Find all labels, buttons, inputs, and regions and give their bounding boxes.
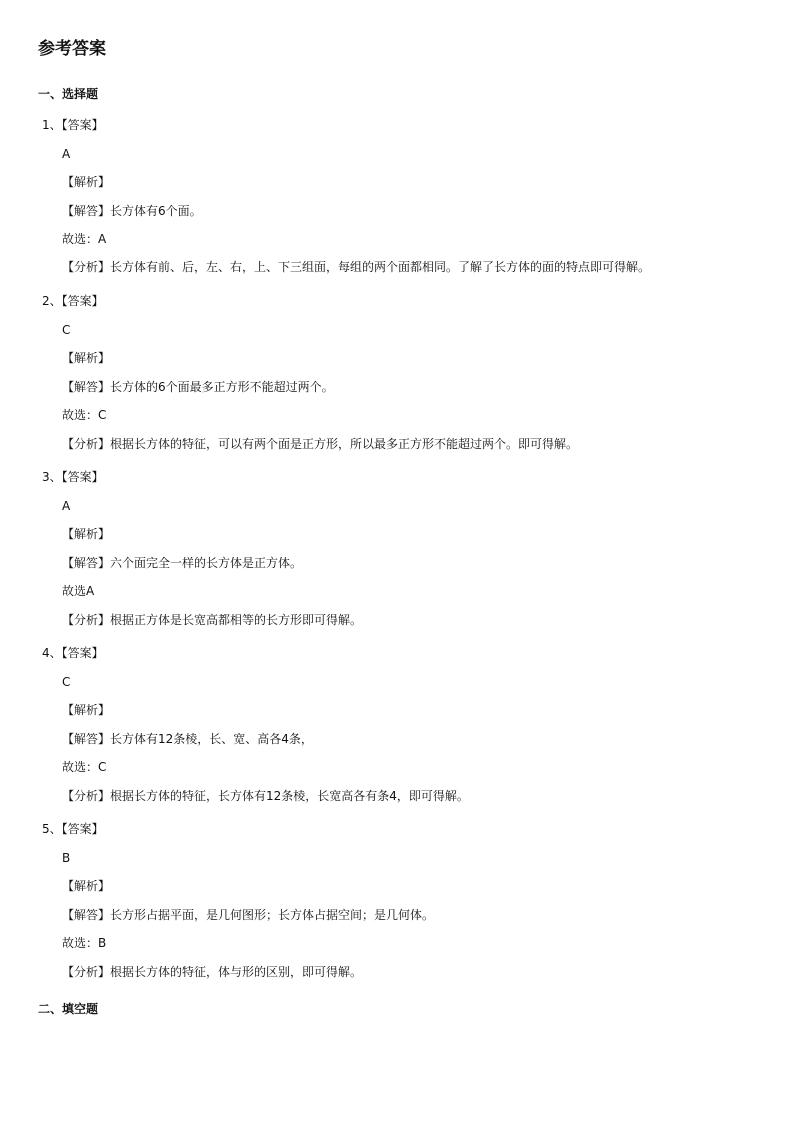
analysis-label: 【解析】: [62, 527, 111, 541]
answer-value: C: [62, 675, 71, 689]
solution-text: 【解答】长方体有6个面。: [62, 204, 202, 218]
answer-value: B: [62, 851, 71, 865]
solution-text: 【解答】长方体的6个面最多正方形不能超过两个。: [62, 380, 334, 394]
choice-text: 故选：C: [62, 760, 107, 774]
analysis-label: 【解析】: [62, 703, 111, 717]
page-title: 参考答案: [38, 39, 106, 59]
analysis-label: 【解析】: [62, 879, 111, 893]
choice-text: 故选：B: [62, 936, 107, 950]
section-heading-fill-in-blank: 二、填空题: [38, 1002, 99, 1016]
analysis-text: 【分析】根据长方体的特征，可以有两个面是正方形，所以最多正方形不能超过两个。即可得解。: [62, 437, 579, 451]
answer-value: A: [62, 499, 71, 513]
analysis-text: 【分析】根据正方体是长宽高都相等的长方形即可得解。: [62, 613, 363, 627]
analysis-text: 【分析】根据长方体的特征，长方体有12条棱，长宽高各有条4，即可得解。: [62, 789, 469, 803]
answer-value: A: [62, 147, 71, 161]
choice-text: 故选A: [62, 584, 95, 598]
question-header: 5、【答案】: [42, 822, 104, 836]
choice-text: 故选：A: [62, 232, 107, 246]
question-header: 4、【答案】: [42, 646, 104, 660]
choice-text: 故选：C: [62, 408, 107, 422]
question-header: 1、【答案】: [42, 118, 104, 132]
question-header: 2、【答案】: [42, 294, 104, 308]
analysis-label: 【解析】: [62, 175, 111, 189]
question-header: 3、【答案】: [42, 470, 104, 484]
solution-text: 【解答】长方体有12条棱，长、宽、高各4条，: [62, 732, 313, 746]
analysis-text: 【分析】根据长方体的特征，体与形的区别，即可得解。: [62, 965, 363, 979]
solution-text: 【解答】长方形占据平面，是几何图形；长方体占据空间；是几何体。: [62, 908, 435, 922]
section-heading-multiple-choice: 一、选择题: [38, 87, 99, 101]
answer-value: C: [62, 323, 71, 337]
analysis-text: 【分析】长方体有前、后，左、右，上、下三组面，每组的两个面都相同。了解了长方体的面的特点即可得解。: [62, 260, 651, 274]
analysis-label: 【解析】: [62, 351, 111, 365]
solution-text: 【解答】六个面完全一样的长方体是正方体。: [62, 556, 303, 570]
